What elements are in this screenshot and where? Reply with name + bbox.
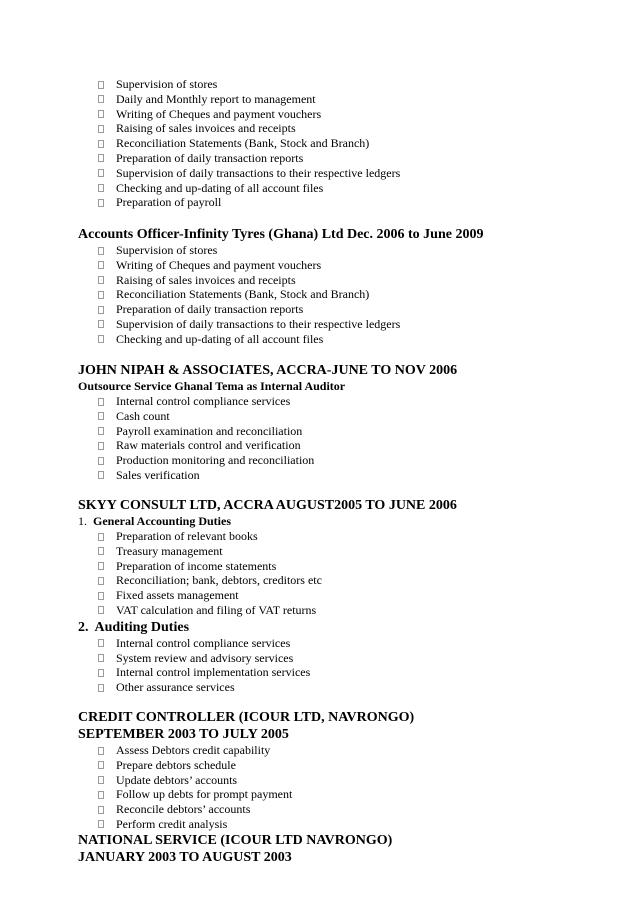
- bullet-square-icon: [98, 562, 104, 570]
- list-item-text: Writing of Cheques and payment vouchers: [116, 106, 322, 121]
- list-item-text: Raising of sales invoices and receipts: [116, 272, 296, 287]
- list-item: [0, 468, 638, 483]
- section-credit-controller: [0, 709, 638, 832]
- list-item: [0, 181, 638, 196]
- list-item-text: Raising of sales invoices and receipts: [116, 121, 296, 136]
- list-item-text: Supervision of daily transactions to their respective ledgers: [116, 316, 401, 331]
- bullet-square-icon: [98, 199, 104, 207]
- bullet-square-icon: [98, 95, 104, 103]
- list-item: [0, 743, 638, 758]
- list-item: [0, 195, 638, 210]
- list-item-text: Treasury management: [116, 543, 223, 558]
- bullet-square-icon: [98, 791, 104, 799]
- bullet-square-icon: [98, 606, 104, 614]
- list-item: [0, 588, 638, 603]
- job-dates: SEPTEMBER 2003 TO JULY 2005: [78, 727, 289, 742]
- list-item: [0, 424, 638, 439]
- job-heading: JOHN NIPAH & ASSOCIATES, ACCRA-JUNE TO NOV 2006: [78, 363, 458, 378]
- bullet-square-icon: [98, 110, 104, 118]
- bullet-square-icon: [98, 184, 104, 192]
- duties-group-title: [0, 514, 638, 529]
- list-item-text: Prepare debtors schedule: [116, 757, 236, 772]
- list-item: [0, 453, 638, 468]
- duties-list-continued: [0, 77, 638, 210]
- bullet-list: [0, 636, 638, 695]
- list-item: [0, 151, 638, 166]
- list-item-text: Production monitoring and reconciliation: [116, 453, 315, 468]
- list-item: [0, 287, 638, 302]
- list-item: [0, 438, 638, 453]
- list-item-text: Reconciliation; bank, debtors, creditors etc: [116, 573, 322, 588]
- list-item-text: VAT calculation and filing of VAT returns: [116, 602, 317, 617]
- list-item: [0, 92, 638, 107]
- bullet-square-icon: [98, 747, 104, 755]
- bullet-square-icon: [98, 320, 104, 328]
- list-item-text: Fixed assets management: [116, 588, 239, 603]
- bullet-square-icon: [98, 169, 104, 177]
- list-item: [0, 544, 638, 559]
- list-item: [0, 258, 638, 273]
- list-item: [0, 559, 638, 574]
- bullet-square-icon: [98, 684, 104, 692]
- bullet-square-icon: [98, 261, 104, 269]
- bullet-list: [0, 394, 638, 483]
- list-item: [0, 573, 638, 588]
- duties-group-title: [0, 619, 638, 636]
- job-heading: CREDIT CONTROLLER (ICOUR LTD, NAVRONGO): [78, 710, 415, 725]
- bullet-square-icon: [98, 654, 104, 662]
- bullet-square-icon: [98, 669, 104, 677]
- list-item-text: Preparation of payroll: [116, 195, 222, 210]
- bullet-square-icon: [98, 533, 104, 541]
- list-item-text: Raw materials control and verification: [116, 438, 301, 453]
- list-item: [0, 773, 638, 788]
- bullet-list: [0, 743, 638, 832]
- bullet-square-icon: [98, 761, 104, 769]
- bullet-square-icon: [98, 125, 104, 133]
- section-john-nipah: [0, 362, 638, 483]
- list-item: [0, 77, 638, 92]
- list-item-text: Daily and Monthly report to management: [116, 91, 316, 106]
- list-item-text: Reconcile debtors’ accounts: [116, 802, 251, 817]
- bullet-square-icon: [98, 820, 104, 828]
- bullet-square-icon: [98, 547, 104, 555]
- bullet-square-icon: [98, 577, 104, 585]
- bullet-square-icon: [98, 471, 104, 479]
- bullet-square-icon: [98, 427, 104, 435]
- list-item-text: Preparation of daily transaction reports: [116, 150, 304, 165]
- list-item: [0, 243, 638, 258]
- group-title: Auditing Duties: [94, 619, 190, 635]
- bullet-square-icon: [98, 442, 104, 450]
- list-item: [0, 273, 638, 288]
- list-item-text: Supervision of stores: [116, 243, 218, 257]
- list-item: [0, 332, 638, 347]
- list-item: [0, 121, 638, 136]
- group-number: 2.: [78, 619, 89, 635]
- list-item-text: Internal control compliance services: [116, 635, 291, 650]
- bullet-square-icon: [98, 154, 104, 162]
- bullet-square-icon: [98, 306, 104, 314]
- bullet-square-icon: [98, 457, 104, 465]
- list-item-text: Sales verification: [116, 467, 200, 482]
- bullet-square-icon: [98, 81, 104, 89]
- list-item-text: Checking and up-dating of all account files: [116, 331, 324, 346]
- list-item: [0, 680, 638, 695]
- bullet-square-icon: [98, 806, 104, 814]
- bullet-list: [0, 529, 638, 618]
- list-item-text: Update debtors’ accounts: [116, 772, 238, 787]
- bullet-square-icon: [98, 592, 104, 600]
- job-dates: JANUARY 2003 TO AUGUST 2003: [78, 850, 292, 865]
- list-item-text: System review and advisory services: [116, 650, 294, 665]
- list-item-text: Internal control compliance services: [116, 394, 291, 408]
- list-item-text: Perform credit analysis: [116, 816, 228, 831]
- bullet-square-icon: [98, 412, 104, 420]
- list-item-text: Preparation of income statements: [116, 558, 277, 573]
- list-item-text: Cash count: [116, 408, 170, 423]
- bullet-square-icon: [98, 639, 104, 647]
- list-item-text: Writing of Cheques and payment vouchers: [116, 257, 322, 272]
- list-item-text: Supervision of daily transactions to their respective ledgers: [116, 165, 401, 180]
- section-skyy-consult: [0, 497, 638, 695]
- list-item: [0, 665, 638, 680]
- list-item: [0, 409, 638, 424]
- list-item-text: Reconciliation Statements (Bank, Stock and Branch): [116, 136, 370, 151]
- list-item: [0, 529, 638, 544]
- list-item-text: Internal control implementation services: [116, 665, 311, 680]
- bullet-square-icon: [98, 291, 104, 299]
- list-item: [0, 302, 638, 317]
- bullet-square-icon: [98, 398, 104, 406]
- job-heading: NATIONAL SERVICE (ICOUR LTD NAVRONGO): [78, 833, 393, 848]
- list-item: [0, 787, 638, 802]
- group-number: 1.: [78, 514, 87, 528]
- list-item-text: Preparation of daily transaction reports: [116, 302, 304, 317]
- list-item: [0, 603, 638, 618]
- group-title: General Accounting Duties: [93, 514, 231, 528]
- bullet-list: [0, 77, 638, 210]
- bullet-square-icon: [98, 140, 104, 148]
- list-item: [0, 136, 638, 151]
- list-item: [0, 317, 638, 332]
- list-item-text: Other assurance services: [116, 680, 235, 695]
- bullet-list: [0, 243, 638, 347]
- job-subheading: Outsource Service Ghanal Tema as Internal Auditor: [78, 379, 346, 393]
- job-heading: SKYY CONSULT LTD, ACCRA AUGUST2005 TO JUNE 2006: [78, 498, 457, 513]
- list-item: [0, 394, 638, 409]
- bullet-square-icon: [98, 247, 104, 255]
- list-item: [0, 636, 638, 651]
- list-item-text: Supervision of stores: [116, 77, 218, 91]
- list-item: [0, 817, 638, 832]
- bullet-square-icon: [98, 276, 104, 284]
- list-item: [0, 758, 638, 773]
- list-item: [0, 166, 638, 181]
- bullet-square-icon: [98, 776, 104, 784]
- list-item: [0, 651, 638, 666]
- section-national-service: [0, 832, 638, 866]
- bullet-square-icon: [98, 335, 104, 343]
- job-heading: Accounts Officer-Infinity Tyres (Ghana) Ltd Dec. 2006 to June 2009: [78, 227, 484, 242]
- list-item-text: Reconciliation Statements (Bank, Stock and Branch): [116, 287, 370, 302]
- list-item-text: Assess Debtors credit capability: [116, 743, 271, 757]
- list-item-text: Checking and up-dating of all account files: [116, 180, 324, 195]
- list-item: [0, 107, 638, 122]
- list-item-text: Follow up debts for prompt payment: [116, 787, 293, 802]
- list-item-text: Preparation of relevant books: [116, 529, 258, 543]
- list-item-text: Payroll examination and reconciliation: [116, 423, 303, 438]
- section-infinity-tyres: [0, 226, 638, 347]
- list-item: [0, 802, 638, 817]
